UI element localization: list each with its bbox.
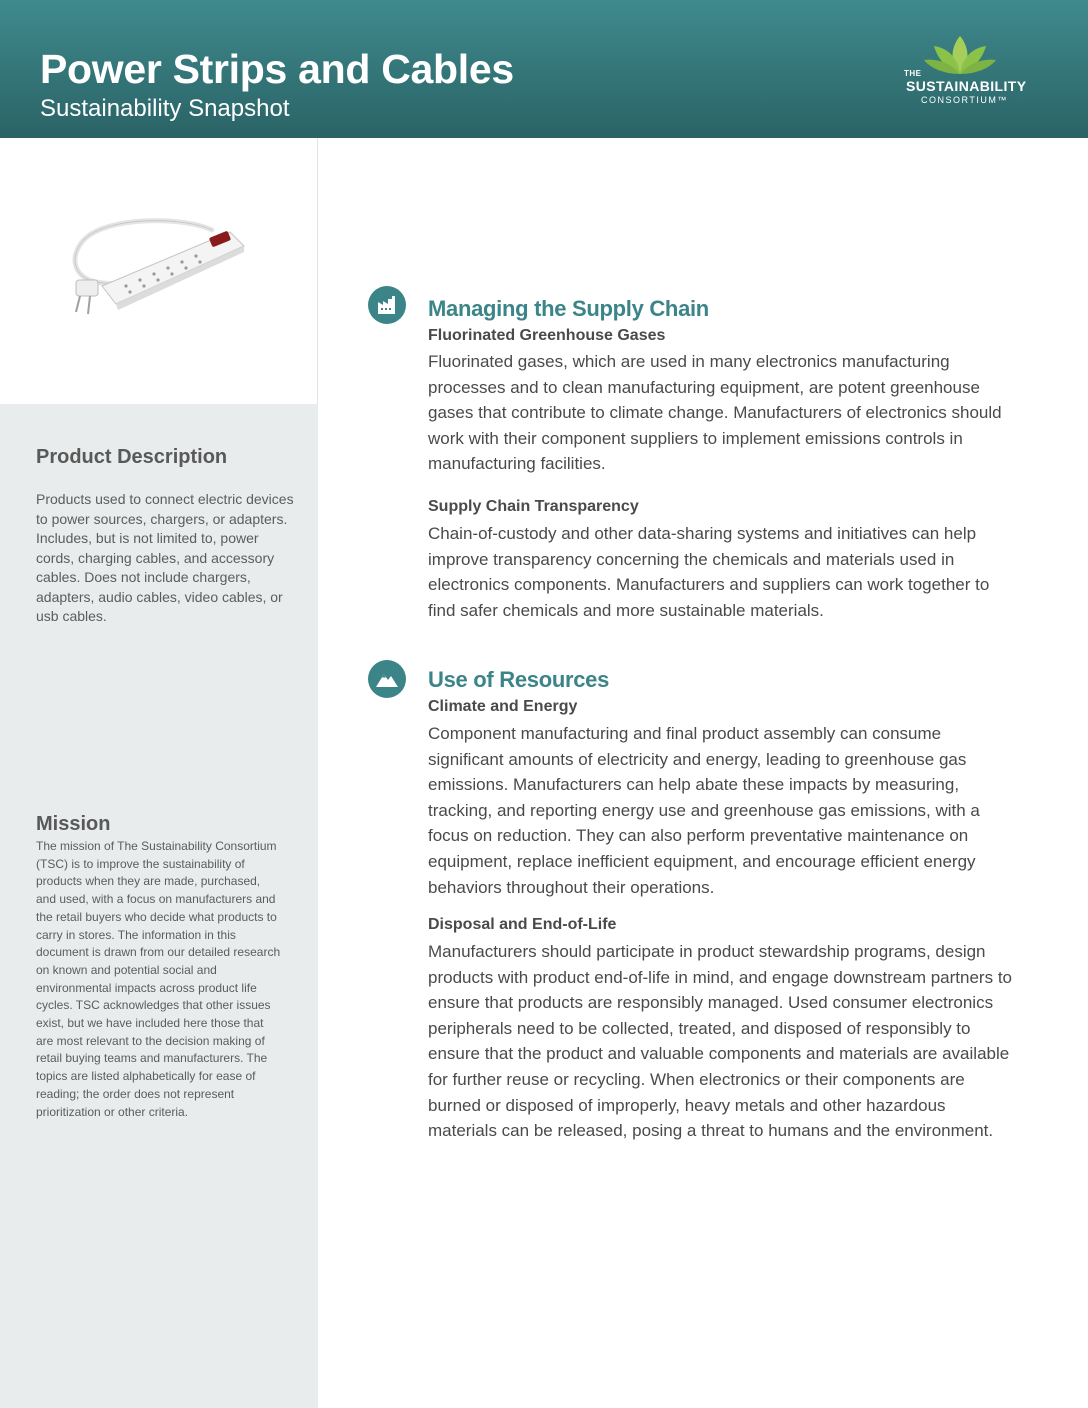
consortium-logo bbox=[898, 34, 1028, 114]
subtitle-climate-energy: Climate and Energy bbox=[428, 698, 578, 715]
subtitle-supply-chain-transparency: Supply Chain Transparency bbox=[428, 498, 639, 515]
text-supply-chain-transparency: Chain-of-custody and other data-sharing systems and initiatives can help improve transparency concerning the chemicals and materials used in electronics components. Manufacturers and suppliers can work together to find safer chemicals and more sustainable materials. bbox=[428, 524, 990, 620]
logo-text-consortium: CONSORTIUM™ bbox=[921, 95, 1008, 105]
mission-heading: Mission bbox=[36, 813, 111, 835]
product-description-text: Products used to connect electric devices to power sources, chargers, or adapters. Includes, but is not limited to, power cords, charging cables, and accessory cables. Does not include chargers, adapters, audio cables, video cables, or usb cables. bbox=[36, 491, 294, 624]
logo-text-the: THE bbox=[904, 69, 922, 78]
text-climate-energy: Component manufacturing and final product assembly can consume significant amounts of electricity and energy, leading to greenhouse gas emissions. Manufacturers can help abate these impacts by measuring, tracking, and reporting energy use and greenhouse gas emissions, with a focus on reduction. They can also perform preventative maintenance on equipment, replace inefficient equipment, and encourage efficient energy behaviors throughout their operations. bbox=[428, 724, 980, 897]
subtitle-fluorinated-gases: Fluorinated Greenhouse Gases bbox=[428, 327, 666, 344]
section-title-use-of-resources: Use of Resources bbox=[428, 667, 610, 692]
mission-text: The mission of The Sustainability Consortium (TSC) is to improve the sustainability of products when they are made, purchased, and used, with a focus on manufacturers and the retail buyers who decide what products to carry in stores. The information in this document is drawn from our detailed research on known and potential social and environmental impacts across product life cycles. TSC acknowledges that other issues exist, but we have included here those that are most relevant to the decision making of retail buying teams and manufacturers. The topics are listed alphabetically for ease of reading; the order does not represent prioritization or other criteria. bbox=[36, 839, 281, 1119]
divider bbox=[317, 138, 318, 404]
page-title: Power Strips and Cables bbox=[40, 46, 514, 92]
subtitle-disposal-end-of-life: Disposal and End-of-Life bbox=[428, 916, 617, 933]
text-fluorinated-gases: Fluorinated gases, which are used in many electronics manufacturing processes and to clean manufacturing equipment, are potent greenhouse gases that contribute to climate change. Manufacturers of electronics should work with their component suppliers to implement emissions controls in manufacturing facilities. bbox=[428, 352, 1002, 474]
product-description-heading: Product Description bbox=[36, 446, 228, 468]
section-title-supply-chain: Managing the Supply Chain bbox=[428, 296, 709, 321]
lotus-leaves-icon bbox=[920, 34, 1000, 76]
mountain-icon bbox=[368, 660, 406, 698]
power-strip-image bbox=[62, 212, 262, 324]
header-banner bbox=[0, 0, 1088, 138]
page-subtitle: Sustainability Snapshot bbox=[40, 95, 290, 122]
logo-text-name: SUSTAINABILITY bbox=[906, 78, 1027, 94]
factory-icon bbox=[368, 286, 406, 324]
text-disposal-end-of-life: Manufacturers should participate in product stewardship programs, design products with product end-of-life in mind, and engage downstream partners to ensure that products are responsibly managed. Used consumer electronics peripherals need to be collected, treated, and disposed of responsibly to ensure that the product and valuable components and materials are available for further reuse or recycling. When electronics or their components are burned or disposed of improperly, heavy metals and other hazardous materials can be released, posing a threat to humans and the environment. bbox=[428, 942, 1012, 1141]
